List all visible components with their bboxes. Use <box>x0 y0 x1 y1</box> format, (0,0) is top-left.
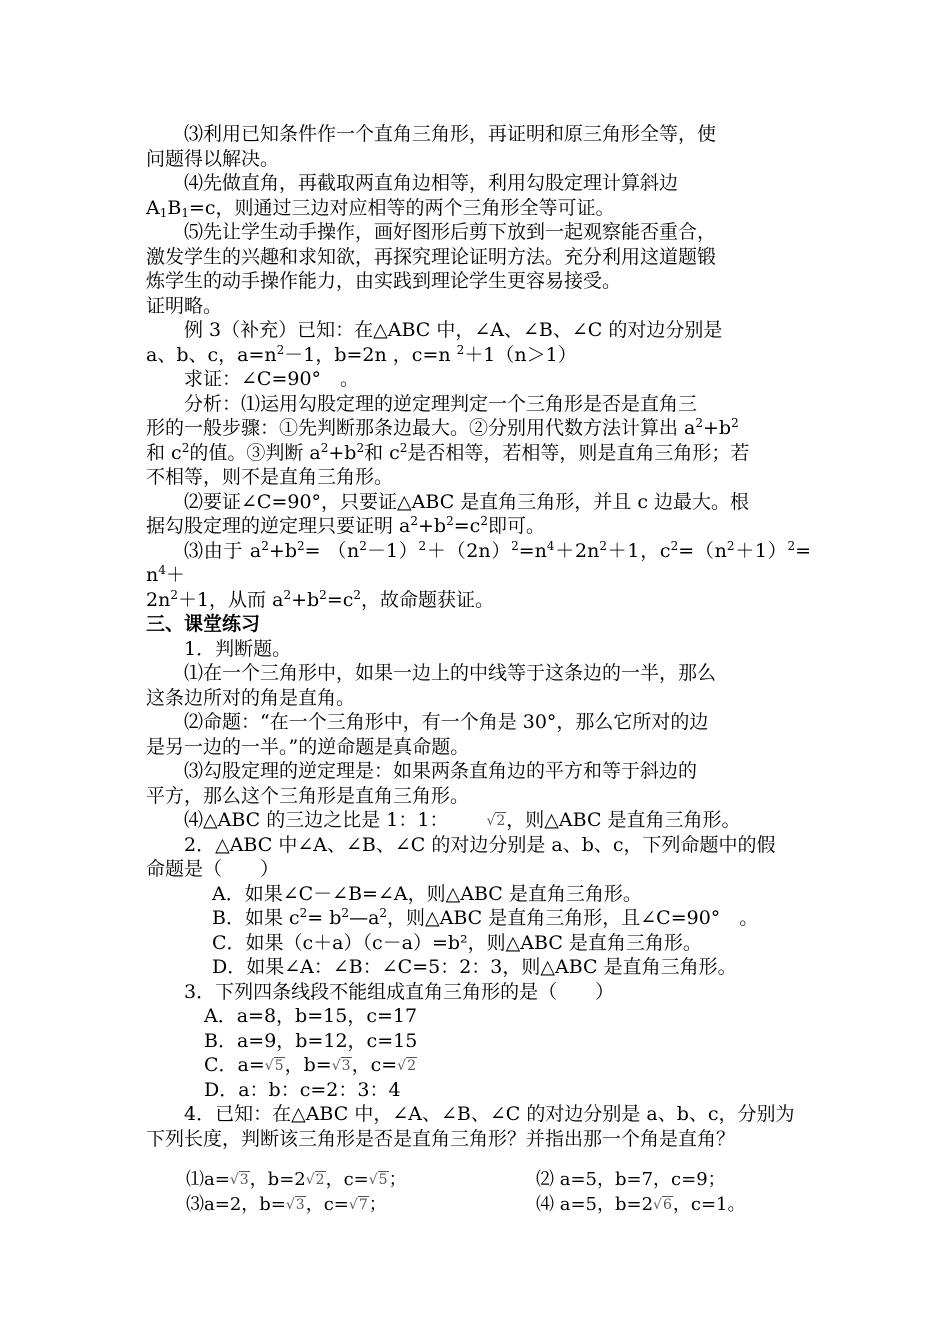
radicand: 7 <box>358 1196 368 1213</box>
radicand: 3 <box>295 1196 305 1213</box>
text-line: a、b、c，a=n <box>146 343 277 366</box>
prove-statement <box>146 367 811 392</box>
text-line: ； <box>388 1169 407 1190</box>
superscript: 2 <box>341 906 350 920</box>
text-line: C．如果（c＋a）（c－a）=b²，则△ABC 是直角三角形。 <box>212 931 702 954</box>
analysis-3 <box>146 539 811 588</box>
text-line: 是否相等，若相等，则是直角三角形；若 <box>407 441 750 464</box>
text-line: =c <box>453 515 481 537</box>
superscript: 2 <box>787 538 796 553</box>
text-line: ⑶勾股定理的逆定理是：如果两条直角边的平方和等于斜边的 <box>184 760 698 782</box>
text-line: ，c= <box>325 1169 369 1190</box>
question-2-option-a <box>146 882 811 907</box>
analysis-1-cont2 <box>146 441 811 466</box>
text-line: ，则△ABC 是直角三角形。 <box>506 809 741 831</box>
text-line: 这条边所对的角是直角。 <box>146 686 356 709</box>
superscript: 2 <box>181 440 190 455</box>
text-line: －1） <box>366 539 419 562</box>
text-line: ⑷△ABC 的三边之比是 1：1： <box>184 809 449 831</box>
text-line: B．a=9，b=12，c=15 <box>204 1029 418 1052</box>
text-line: +b <box>291 588 320 611</box>
superscript: 2 <box>299 906 308 920</box>
superscript: 2 <box>353 587 362 602</box>
case-1 <box>186 1168 536 1193</box>
superscript: 4 <box>546 538 555 553</box>
superscript: 2 <box>320 440 329 455</box>
superscript: 2 <box>297 538 305 553</box>
analysis-1 <box>146 392 811 417</box>
text-line: C．a= <box>204 1054 265 1076</box>
text-line: = n <box>146 539 812 586</box>
text-line: 和 c <box>146 441 182 464</box>
question-3 <box>146 980 811 1005</box>
text-line: 问题得以解决。 <box>146 147 280 170</box>
question-2-option-d <box>146 955 811 980</box>
question-2-cont <box>146 857 811 882</box>
sqrt-symbol: √2 <box>305 1172 325 1188</box>
text-line: 1．判断题。 <box>184 637 292 660</box>
analysis-1-cont3 <box>146 465 811 490</box>
text-line: ⑷先做直角，再截取两直角边相等，利用勾股定理计算斜边 <box>184 172 679 194</box>
text-line: +b <box>418 515 447 537</box>
text-line: ，c= <box>351 1054 398 1076</box>
text-line: +b <box>268 539 297 562</box>
cases-row <box>186 1168 826 1193</box>
text-line: 和 c <box>364 441 400 464</box>
text-line: A．a=8，b=15，c=17 <box>204 1005 418 1027</box>
superscript: 2 <box>379 906 388 920</box>
text-line: =c，则通过三边对应相等的两个三角形全等可证。 <box>188 196 615 219</box>
question-3-option-c <box>146 1053 811 1078</box>
text-line: ⑷ a=5，b=2 <box>536 1193 654 1215</box>
superscript: 2 <box>731 416 739 430</box>
text-line: 的值。③判断 a <box>189 441 321 464</box>
analysis-3-cont <box>146 588 811 613</box>
text-line: ； <box>368 1193 387 1215</box>
text-line: 3．下列四条线段不能组成直角三角形的是（ ） <box>184 980 615 1003</box>
radicand: 2 <box>407 1058 416 1074</box>
question-1-item-1-cont <box>146 686 811 711</box>
text-line: 4．已知：在△ABC 中，∠A、∠B、∠C 的对边分别是 a、b、c，分别为 <box>184 1103 795 1125</box>
sqrt-symbol: √3 <box>331 1058 351 1074</box>
example-3 <box>146 318 811 343</box>
radicand: 3 <box>239 1172 249 1188</box>
text-line: D．如果∠A：∠B：∠C=5：2：3，则△ABC 是直角三角形。 <box>212 956 737 978</box>
radicand: 2 <box>496 813 506 829</box>
text-line: 是另一边的一半。”的逆命题是真命题。 <box>146 735 470 758</box>
question-3-option-b <box>146 1029 811 1054</box>
text-line: B．如果 c <box>212 907 300 929</box>
text-line: =（n <box>678 539 727 562</box>
text-line: ⑵要证∠C=90°，只要证△ABC 是直角三角形，并且 c 边最大。根 <box>184 490 750 513</box>
text-line: ，则△ABC 是直角三角形，且∠C=90° 。 <box>387 907 759 929</box>
paragraph-method-4 <box>146 171 811 196</box>
paragraph-method-5-cont2 <box>146 269 811 294</box>
sqrt-symbol: √2 <box>397 1058 416 1074</box>
text-line: 2n <box>146 588 171 611</box>
subscript: 1 <box>159 205 168 220</box>
text-line: 下列长度，判断该三角形是否是直角三角形？并指出那一个角是直角？ <box>146 1127 736 1150</box>
text-line: ＋ <box>165 564 185 586</box>
text-line: ，b=2 <box>249 1169 306 1190</box>
text-line: 命题是（ ） <box>146 858 280 880</box>
text-line: ⑴在一个三角形中，如果一边上的中线等于这条边的一半，那么 <box>184 662 717 684</box>
text-line: ，c=1。 <box>672 1193 746 1215</box>
question-1-item-2-cont <box>146 735 811 760</box>
radicand: 5 <box>274 1058 284 1074</box>
superscript: 2 <box>356 440 365 455</box>
sqrt-symbol: √5 <box>368 1172 388 1188</box>
text-line: ＋1（n＞1） <box>464 343 577 366</box>
text-line: 分析：⑴运用勾股定理的逆定理判定一个三角形是否是直角三 <box>184 392 698 415</box>
radicand: 3 <box>341 1058 351 1074</box>
question-1-item-2 <box>146 710 811 735</box>
question-1-item-3-cont <box>146 784 811 809</box>
text-line: = b <box>307 907 342 929</box>
text-line: ⑶由于 a <box>184 539 262 562</box>
superscript: 2 <box>261 538 269 553</box>
text-line: －1，b=2n ，c=n <box>284 343 457 366</box>
superscript: 2 <box>446 514 454 528</box>
text-line: B <box>167 196 182 219</box>
analysis-2-cont <box>146 514 811 539</box>
text-line: ⑵命题：“在一个三角形中，有一个角是 30°，那么它所对的边 <box>184 711 709 733</box>
section-heading <box>146 612 811 637</box>
text-line: D．a：b：c=2：3：4 <box>204 1078 401 1101</box>
superscript: 2 <box>670 538 679 553</box>
superscript: 2 <box>480 514 488 528</box>
text-line: 例 3（补充）已知：在△ABC 中，∠A、∠B、∠C 的对边分别是 <box>184 319 723 341</box>
question-3-option-a <box>146 1004 811 1029</box>
superscript: 2 <box>283 587 292 602</box>
analysis-2 <box>146 490 811 515</box>
text-line: = （n <box>304 539 360 562</box>
question-2-option-c <box>146 931 811 956</box>
paragraph-method-3-cont <box>146 147 811 172</box>
text-line: A．如果∠C－∠B=∠A，则△ABC 是直角三角形。 <box>212 882 642 905</box>
superscript: 2 <box>511 538 519 553</box>
sqrt-symbol: √7 <box>348 1196 368 1213</box>
text-line: ⑶利用已知条件作一个直角三角形，再证明和原三角形全等，使 <box>184 123 717 145</box>
text-line: ，c= <box>305 1193 349 1215</box>
paragraph-method-4-cont <box>146 196 811 221</box>
text-line: 炼学生的动手操作能力，由实践到理论学生更容易接受。 <box>146 270 622 292</box>
text-line: =n <box>518 539 547 562</box>
text-line: 形的一般步骤：①先判断那条边最大。②分别用代数方法计算出 a <box>146 417 696 439</box>
question-1-item-1 <box>146 661 811 686</box>
sqrt-symbol: √6 <box>653 1196 672 1213</box>
proof-omitted <box>146 294 811 319</box>
sqrt-symbol: √5 <box>264 1058 284 1074</box>
case-2 <box>536 1168 826 1193</box>
case-3 <box>186 1193 536 1218</box>
paragraph-method-5 <box>146 220 811 245</box>
superscript: 2 <box>319 587 327 602</box>
superscript: 2 <box>410 514 419 528</box>
text-line: ⑵ a=5，b=7，c=9； <box>536 1169 726 1190</box>
text-line: 据勾股定理的逆定理只要证明 a <box>146 515 411 537</box>
text-line: ＋1） <box>734 539 788 562</box>
text-line: 求证：∠C=90° 。 <box>184 368 360 390</box>
superscript: 4 <box>158 563 166 577</box>
case-4 <box>536 1193 826 1218</box>
superscript: 2 <box>456 342 465 357</box>
superscript: 2 <box>170 587 178 602</box>
text-line: ＋1，从而 a <box>177 588 284 611</box>
sqrt-symbol: √3 <box>229 1172 249 1188</box>
text-line: +b <box>703 417 732 439</box>
text-line: ，故命题获证。 <box>361 588 495 611</box>
superscript: 2 <box>399 440 408 455</box>
cases-row <box>186 1193 826 1218</box>
superscript: 2 <box>726 538 735 553</box>
document-body <box>146 122 811 1151</box>
text-line: ⑴a= <box>186 1169 230 1190</box>
example-3-cont <box>146 343 811 368</box>
question-1-item-4 <box>146 808 811 833</box>
text-line: —a <box>349 907 380 929</box>
superscript: 2 <box>599 538 607 553</box>
question-2-option-b <box>146 906 811 931</box>
radicand: 5 <box>378 1172 388 1188</box>
question-1 <box>146 637 811 662</box>
superscript: 2 <box>695 416 704 430</box>
question-4-cont <box>146 1127 811 1152</box>
text-line: 2．△ABC 中∠A、∠B、∠C 的对边分别是 a、b、c，下列命题中的假 <box>184 833 776 856</box>
text-line: A <box>146 196 160 219</box>
text-line: 证明略。 <box>146 294 223 317</box>
superscript: 2 <box>359 538 367 553</box>
text-line: 平方，那么这个三角形是直角三角形。 <box>146 784 470 807</box>
question-4-cases <box>186 1168 826 1217</box>
text-line: 三、课堂练习 <box>146 613 261 635</box>
radicand: 2 <box>315 1172 325 1188</box>
subscript: 1 <box>181 205 189 220</box>
superscript: 2 <box>418 538 427 553</box>
radicand: 6 <box>662 1196 672 1213</box>
text-line: ＋1，c <box>606 539 671 562</box>
text-line: =c <box>326 588 354 611</box>
superscript: 2 <box>276 342 285 357</box>
text-line: 即可。 <box>487 515 545 537</box>
paragraph-method-3 <box>146 122 811 147</box>
text-line: ＋（2n） <box>426 539 512 562</box>
sqrt-symbol: √3 <box>285 1196 305 1213</box>
question-2 <box>146 833 811 858</box>
text-line: ＋2n <box>554 539 600 562</box>
question-4 <box>146 1102 811 1127</box>
sqrt-symbol: √2 <box>486 813 506 829</box>
question-1-item-3 <box>146 759 811 784</box>
text-line: ⑸先让学生动手操作，画好图形后剪下放到一起观察能否重合， <box>184 221 717 243</box>
text-line: +b <box>328 441 357 464</box>
analysis-1-cont <box>146 416 811 441</box>
text-line: 激发学生的兴趣和求知欲，再探究理论证明方法。充分利用这道题锻 <box>146 245 717 268</box>
paragraph-method-5-cont <box>146 245 811 270</box>
text-line: 不相等，则不是直角三角形。 <box>146 466 394 488</box>
question-3-option-d <box>146 1078 811 1103</box>
text-line: ⑶a=2，b= <box>186 1193 286 1215</box>
text-line: ，b= <box>284 1054 332 1076</box>
